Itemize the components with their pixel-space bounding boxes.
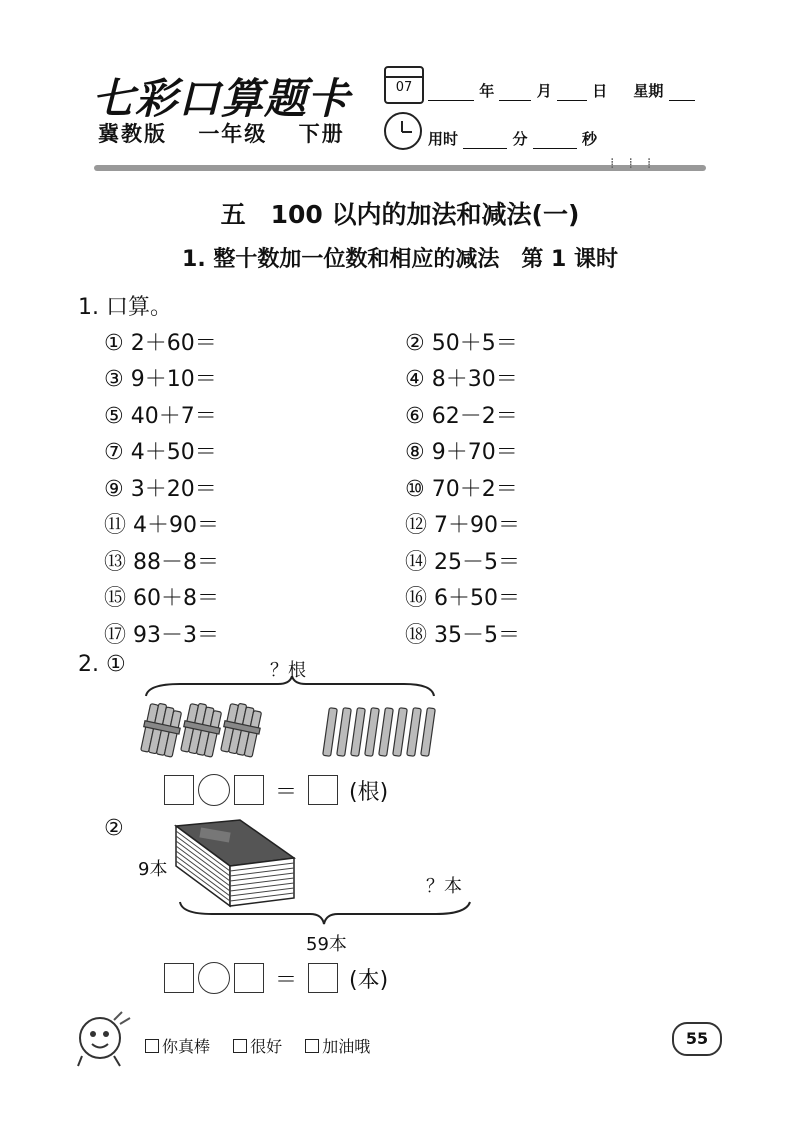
checkbox-tryharder	[305, 1039, 319, 1053]
equation-1	[164, 774, 392, 806]
eval-label-great: 你真棒	[162, 1037, 211, 1056]
single-sticks	[323, 708, 436, 757]
problem-15[interactable]: ⑮ 60＋8＝	[104, 586, 219, 611]
seconds-label: 秒	[581, 130, 597, 148]
answer-box-2a[interactable]	[164, 963, 194, 993]
equals-sign-2: ＝	[275, 967, 298, 993]
problem-10[interactable]: ⑩ 70＋2＝	[405, 477, 518, 502]
eval-label-tryharder: 加油哦	[322, 1037, 371, 1056]
answer-box-1a[interactable]	[164, 775, 194, 805]
minutes-blank[interactable]	[463, 134, 507, 149]
year-blank[interactable]	[428, 86, 474, 101]
answer-box-2c[interactable]	[308, 963, 338, 993]
answer-box-1b[interactable]	[234, 775, 264, 805]
calendar-icon	[384, 66, 424, 104]
checkbox-good	[233, 1039, 247, 1053]
problem-13[interactable]: ⑬ 88－8＝	[104, 550, 219, 575]
problem-2[interactable]: ② 50＋5＝	[405, 331, 518, 356]
page-number: 55	[672, 1022, 722, 1056]
books-total-label: 59本	[306, 934, 347, 955]
sticks-illustration	[140, 676, 440, 766]
calendar-day: 07	[395, 80, 413, 95]
weekday-label: 星期	[633, 82, 664, 100]
minutes-label: 分	[512, 130, 528, 148]
books-brace	[176, 898, 476, 928]
problem-1[interactable]: ① 2＋60＝	[104, 331, 217, 356]
equation-2	[164, 962, 392, 994]
mascot-icon	[70, 1004, 136, 1070]
day-blank[interactable]	[557, 86, 587, 101]
month-label: 月	[536, 82, 552, 100]
chapter-title: 五 100 以内的加法和减法(一)	[220, 200, 580, 229]
time-used-label: 用时	[428, 130, 459, 148]
binding-rings-icon: ⁞⁞⁞	[610, 156, 666, 172]
section1-label: 1. 口算。	[78, 295, 172, 320]
clock-icon	[384, 112, 422, 150]
eval-option-tryharder[interactable]	[305, 1037, 370, 1056]
problem-17[interactable]: ⑰ 93－3＝	[104, 623, 219, 648]
problem-3[interactable]: ③ 9＋10＝	[104, 367, 217, 392]
problem-6[interactable]: ⑥ 62－2＝	[405, 404, 518, 429]
part2-marker: ②	[104, 816, 124, 841]
month-blank[interactable]	[499, 86, 531, 101]
problem-11[interactable]: ⑪ 4＋90＝	[104, 513, 219, 538]
day-label: 日	[592, 82, 608, 100]
problem-4[interactable]: ④ 8＋30＝	[405, 367, 518, 392]
problem-8[interactable]: ⑧ 9＋70＝	[405, 440, 518, 465]
problem-16[interactable]: ⑯ 6＋50＝	[405, 586, 520, 611]
unit-label-2: (本)	[349, 967, 389, 993]
eval-label-good: 很好	[250, 1037, 283, 1056]
time-fields	[428, 128, 597, 149]
operator-circle-1[interactable]	[198, 774, 230, 806]
answer-box-1c[interactable]	[308, 775, 338, 805]
books-per-stack-label: 9本	[138, 859, 168, 880]
edition-publisher: 冀教版	[98, 122, 167, 146]
edition-grade: 一年级	[198, 122, 268, 146]
books-illustration	[170, 818, 300, 910]
edition-info	[98, 118, 367, 148]
checkbox-great	[145, 1039, 159, 1053]
seconds-blank[interactable]	[533, 134, 577, 149]
brand-title: 七彩口算题卡	[92, 74, 351, 123]
unit-label-1: (根)	[349, 779, 389, 805]
year-label: 年	[479, 82, 495, 100]
operator-circle-2[interactable]	[198, 962, 230, 994]
sticks-brace	[146, 676, 434, 696]
date-fields	[428, 80, 695, 101]
books-question: ？本	[426, 876, 462, 897]
self-evaluation	[145, 1034, 388, 1057]
answer-box-2b[interactable]	[234, 963, 264, 993]
problem-14[interactable]: ⑭ 25－5＝	[405, 550, 520, 575]
weekday-blank[interactable]	[669, 86, 695, 101]
problem-12[interactable]: ⑫ 7＋90＝	[405, 513, 520, 538]
problem-5[interactable]: ⑤ 40＋7＝	[104, 404, 217, 429]
stick-bundles	[140, 701, 264, 757]
sticks-question: ？根	[270, 660, 306, 681]
lesson-title: 1. 整十数加一位数和相应的减法 第 1 课时	[182, 247, 618, 272]
problem-9[interactable]: ⑨ 3＋20＝	[104, 477, 217, 502]
problem-18[interactable]: ⑱ 35－5＝	[405, 623, 520, 648]
edition-volume: 下册	[298, 122, 345, 146]
equals-sign-1: ＝	[275, 779, 298, 805]
section2-label: 2. ①	[78, 652, 126, 677]
eval-option-good[interactable]	[233, 1037, 282, 1056]
problem-7[interactable]: ⑦ 4＋50＝	[104, 440, 217, 465]
eval-option-great[interactable]	[145, 1037, 210, 1056]
